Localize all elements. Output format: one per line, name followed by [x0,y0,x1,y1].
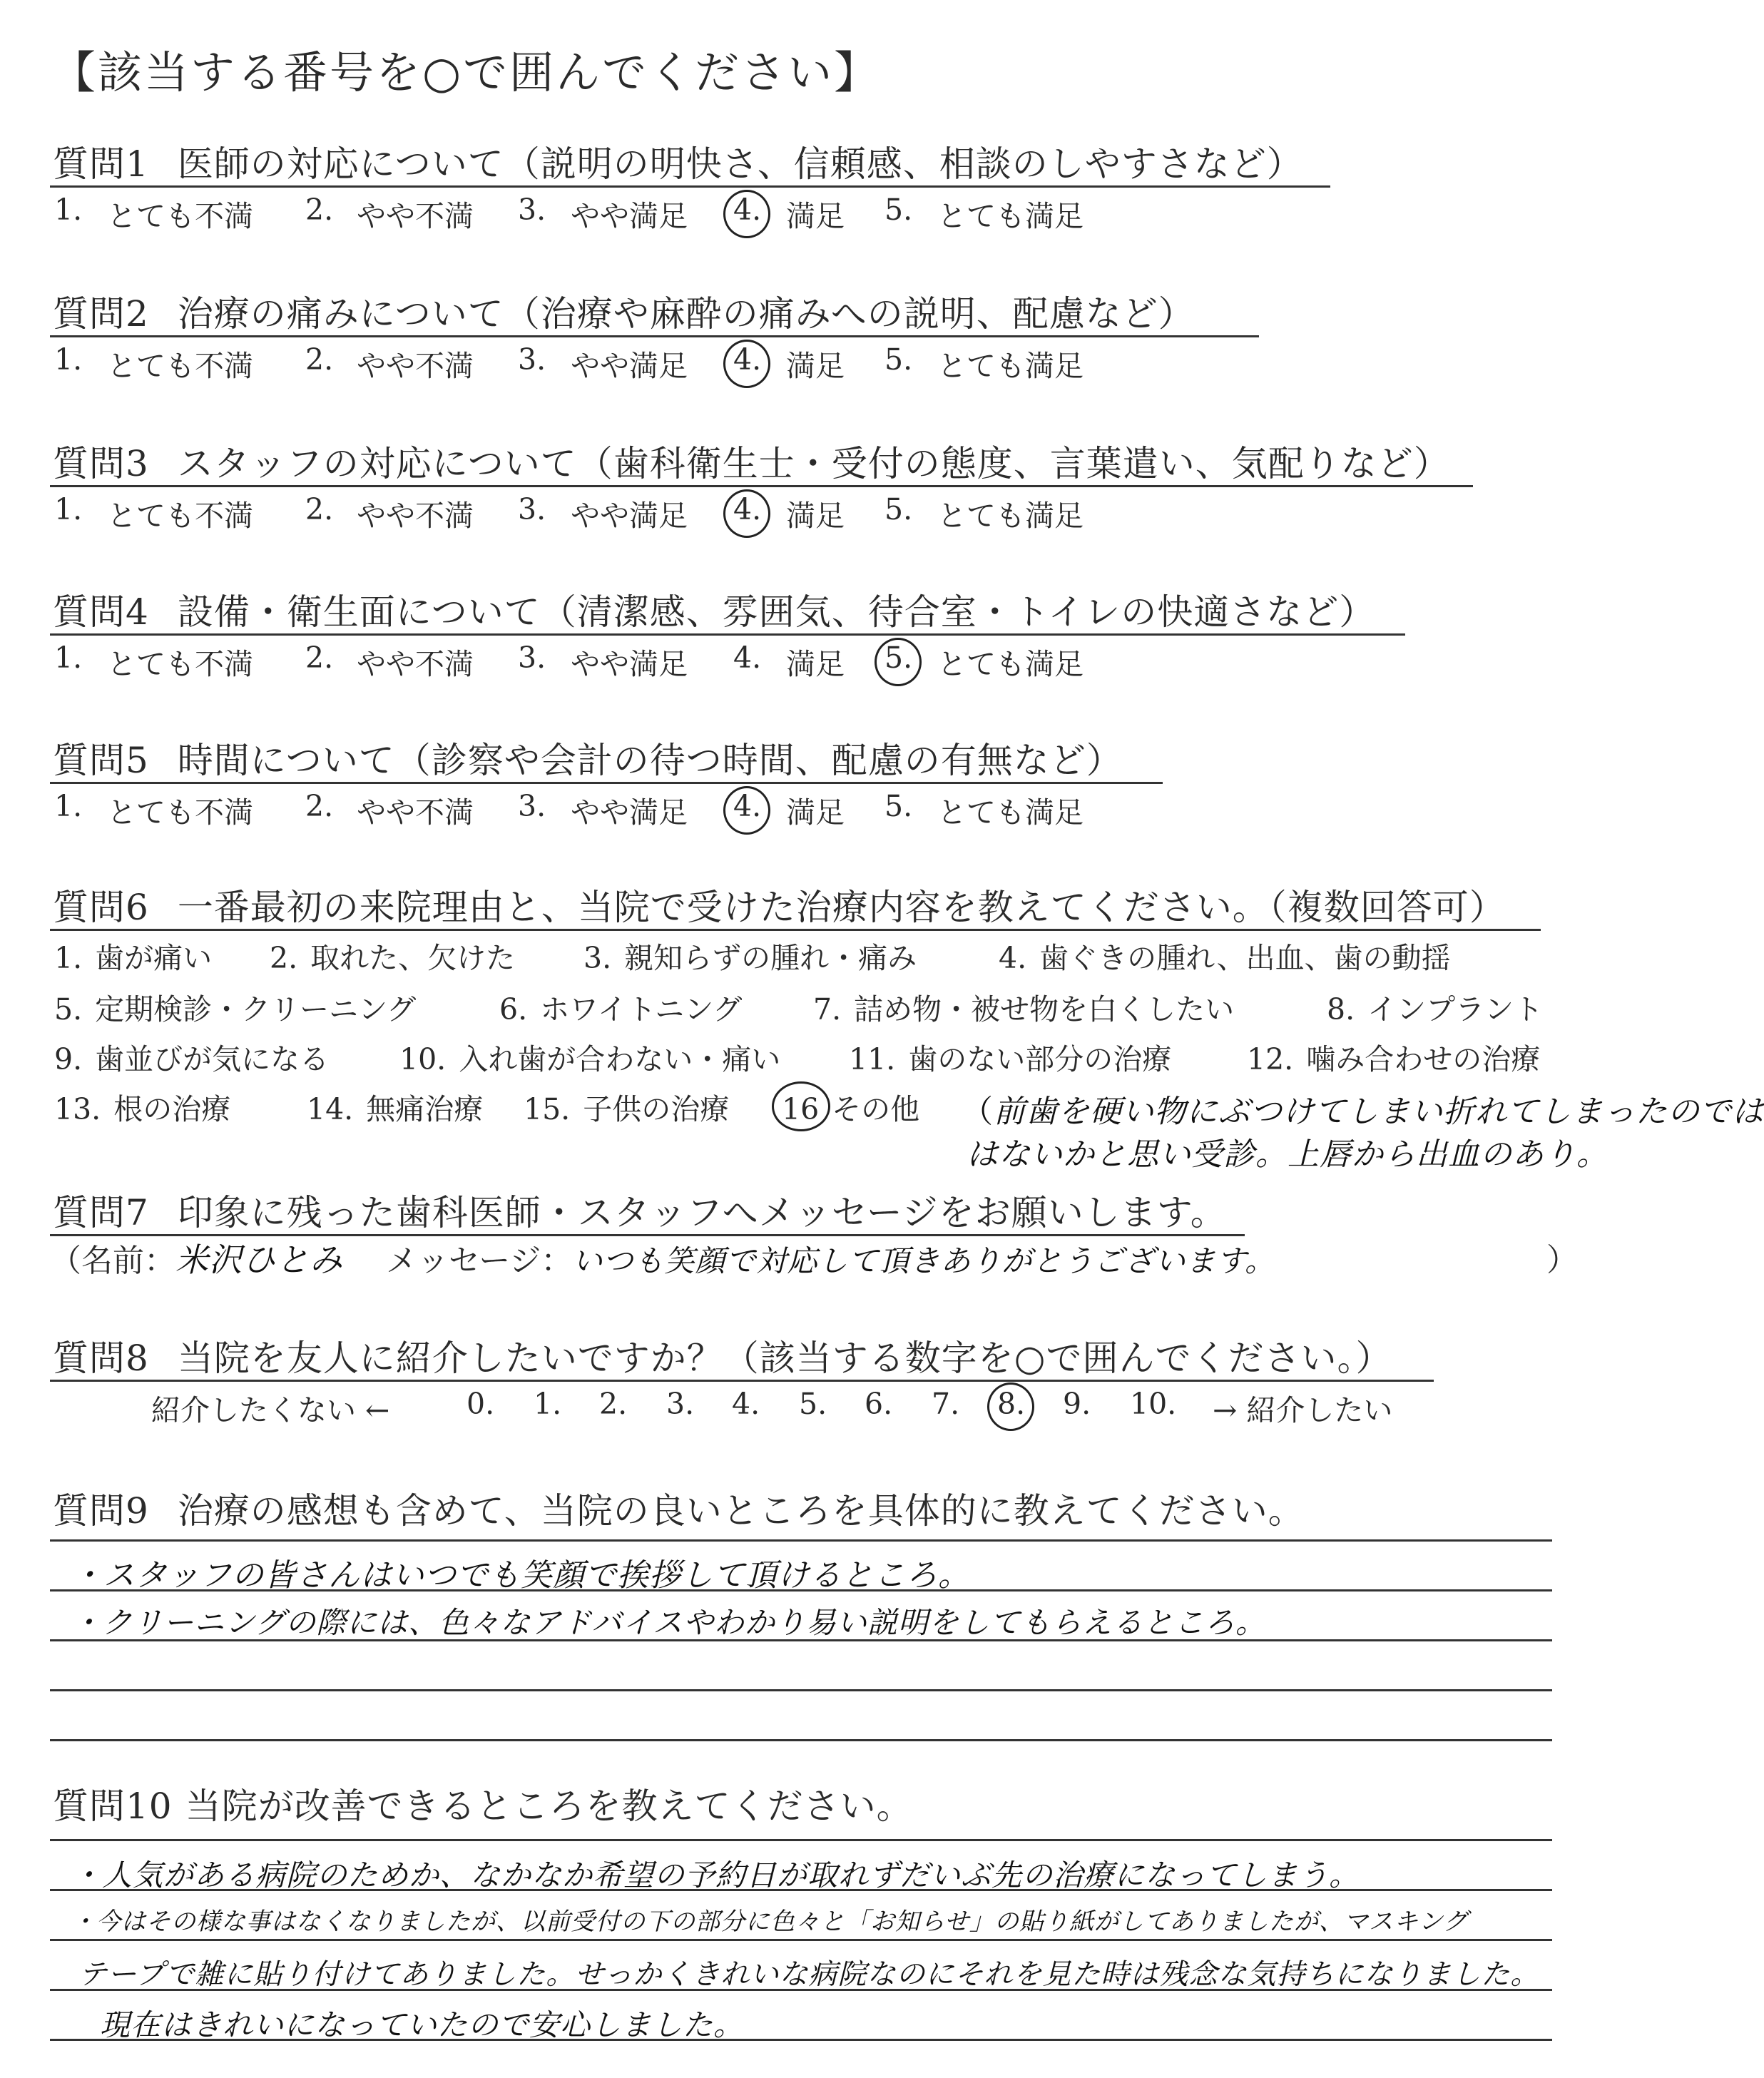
option-label: ホワイトニング [540,992,743,1027]
option-number: 5. [884,193,913,227]
scale-number: 6. [865,1387,893,1421]
question-7-title [53,1184,1227,1236]
q6-other-answer-line-1: （前歯を硬い物にぶつけてしまい折れてしまったのでは [962,1094,1764,1130]
selected-answer-circle [723,340,770,388]
option-label: とても満足 [937,647,1084,681]
option-label: 取れた、欠けた [310,941,516,975]
option-number: 4. [733,492,762,526]
question-number: 質問4 [53,591,149,633]
scale-number: 5. [799,1387,827,1421]
option-label: 満足 [786,349,845,383]
answer-line [50,1539,1552,1542]
option-label: 定期検診・クリーニング [95,992,417,1027]
option-label: 満足 [786,199,845,233]
option-number: 5. [884,492,913,526]
q10-answer-2: ・今はその様な事はなくなりましたが、以前受付の下の部分に色々と「お知らせ」の貼り紙がしてありましたが、マスキング [71,1908,1468,1936]
scale-number: 2. [599,1387,628,1421]
question-5-title [53,732,1123,783]
option-number: 13. [54,1092,101,1126]
option-number: 4. [733,789,762,823]
answer-line [50,1839,1552,1841]
question-3-underline [50,485,1473,487]
option-label: やや不満 [357,795,474,830]
scale-number: 4. [732,1387,760,1421]
answer-line [50,1939,1552,1941]
option-label: 満足 [786,499,845,533]
q6-option [583,934,917,977]
name-value: 米沢ひとみ [175,1241,343,1279]
message-label: メッセージ： [386,1243,573,1279]
q6-option [849,1036,1171,1078]
question-text: 治療の感想も含めて、当院の良いところを具体的に教えてください。 [177,1490,1305,1532]
option-number: 2. [305,193,334,227]
option-label: とても不満 [107,349,253,383]
option-number: 3. [518,641,546,675]
option-label: やや不満 [357,199,474,233]
option-label: インプラント [1367,992,1544,1027]
question-5-underline [50,782,1163,784]
q6-option [54,1036,329,1078]
option-label: やや不満 [357,647,474,681]
question-number: 質問2 [53,293,149,335]
question-text: 治療の痛みについて（治療や麻酔の痛みへの説明、配慮など） [177,293,1195,335]
option-number: 2. [270,941,298,975]
option-number: 3. [518,193,546,227]
q6-option [1247,1036,1540,1078]
question-text: スタッフの対応について（歯科衛生士・受付の態度、言葉遣い、気配りなど） [177,443,1450,484]
option-number: 1. [54,193,83,227]
option-number: 6. [499,992,528,1027]
q6-option [270,934,515,977]
option-number: 4. [733,193,762,227]
option-label: 歯のない部分の治療 [908,1042,1172,1076]
q9-answer-2: ・クリーニングの際には、色々なアドバイスやわかり易い説明をしてもらえるところ。 [71,1605,1266,1640]
selected-answer-circle [723,786,770,835]
question-9-title [53,1482,1305,1534]
question-number: 質問10 [53,1786,173,1827]
question-number: 質問8 [53,1338,149,1379]
answer-line [50,1689,1552,1691]
question-number: 質問7 [53,1192,149,1233]
scale-number: 7. [932,1387,960,1421]
option-number: 3. [518,789,546,823]
form-header: 【該当する番号を○で囲んでください】 [51,46,881,98]
q7-close-paren: ） [1546,1242,1578,1278]
option-label: 子供の治療 [583,1092,730,1126]
scale-number: 10. [1130,1387,1177,1421]
option-label: やや満足 [571,647,688,681]
option-number: 5. [884,342,913,377]
option-number: 5. [884,641,913,675]
option-number: 5. [54,992,83,1027]
selected-answer-circle [723,190,770,238]
question-number: 質問9 [53,1490,149,1532]
scale-right-label: → 紹介したい [1213,1393,1393,1427]
option-label: とても不満 [107,499,253,533]
option-number: 14. [307,1092,354,1126]
q6-option [813,986,1234,1028]
option-label: 親知らずの腫れ・痛み [624,941,917,975]
option-number: 3. [583,941,612,975]
option-label: 詰め物・被せ物を白くしたい [854,992,1235,1027]
question-text: 当院を友人に紹介したいですか？（該当する数字を○で囲んでください。） [177,1338,1392,1379]
q6-option [54,1086,230,1128]
option-label: 入れ歯が合わない・痛い [459,1042,781,1076]
q10-answer-1: ・人気がある病院のためか、なかなか希望の予約日が取れずだいぶ先の治療になってしまう。 [71,1858,1360,1893]
option-number: 1. [54,941,83,975]
question-1-underline [50,185,1330,188]
option-number: 12. [1247,1042,1294,1076]
option-number: 9. [54,1042,83,1076]
q6-option [399,1036,780,1078]
option-label: とても満足 [937,199,1084,233]
option-number: 1. [54,789,83,823]
q6-option [1327,986,1543,1028]
option-number: 4. [999,941,1027,975]
option-number: 1. [54,641,83,675]
question-text: 一番最初の来院理由と、当院で受けた治療内容を教えてください。（複数回答可） [177,887,1506,928]
option-label: とても不満 [107,647,253,681]
q7-message-row [50,1234,1275,1281]
option-number: 16 [782,1092,820,1126]
option-number: 4. [733,641,762,675]
option-label: 歯が痛い [95,941,213,975]
option-label: やや満足 [571,795,688,830]
question-10-title [53,1778,913,1829]
q6-option [307,1086,483,1128]
option-label: とても満足 [937,795,1084,830]
option-label: 根の治療 [113,1092,231,1126]
message-value: いつも笑顔で対応して頂きありがとうございます。 [572,1243,1276,1278]
option-number: 2. [305,789,334,823]
option-number: 10. [399,1042,447,1076]
option-label: 歯ぐきの腫れ、出血、歯の動揺 [1039,941,1451,975]
option-label: とても満足 [937,499,1084,533]
question-number: 質問6 [53,887,149,928]
option-label: 噛み合わせの治療 [1306,1042,1541,1076]
option-number: 8. [1327,992,1355,1027]
option-label: 歯並びが気になる [95,1042,330,1076]
question-text: 印象に残った歯科医師・スタッフへメッセージをお願いします。 [177,1192,1227,1233]
option-number: 2. [305,342,334,377]
option-label: やや不満 [357,499,474,533]
option-label: やや満足 [571,499,688,533]
option-number: 1. [54,492,83,526]
selected-answer-circle [875,638,922,686]
q6-option [999,934,1451,977]
option-number: 3. [518,342,546,377]
question-6-title [53,879,1506,930]
scale-number: 0. [467,1387,495,1421]
name-label: （名前： [50,1243,175,1279]
option-label: とても満足 [937,349,1084,383]
q6-option [54,934,212,977]
selected-answer-circle [987,1382,1034,1431]
option-label: やや満足 [571,199,688,233]
scale-number: 9. [1063,1387,1091,1421]
question-1-title [53,136,1303,187]
scale-number: 8. [997,1387,1026,1421]
option-label: 満足 [786,795,845,830]
option-number: 15. [524,1092,571,1126]
scale-number: 3. [666,1387,695,1421]
option-number: 3. [518,492,546,526]
option-label: その他 [832,1092,920,1126]
option-number: 7. [813,992,842,1027]
question-4-underline [50,633,1405,636]
option-label: 無痛治療 [366,1092,484,1126]
option-number: 1. [54,342,83,377]
question-2-underline [50,335,1259,337]
question-text: 医師の対応について（説明の明快さ、信頼感、相談のしやすさなど） [177,143,1303,185]
option-number: 11. [849,1042,896,1076]
question-6-underline [50,929,1541,931]
question-8-title [53,1330,1392,1381]
q6-other-answer-line-2: はないかと思い受診。上唇から出血のあり。 [967,1136,1608,1173]
answer-line [50,1739,1552,1741]
option-label: とても不満 [107,199,253,233]
option-number: 4. [733,342,762,377]
question-text: 当院が改善できるところを教えてください。 [185,1786,913,1827]
option-number: 2. [305,492,334,526]
q6-option [499,986,742,1028]
option-label: とても不満 [107,795,253,830]
selected-answer-circle [772,1081,830,1131]
option-label: やや満足 [571,349,688,383]
selected-answer-circle [723,489,770,538]
option-label: やや不満 [357,349,474,383]
q6-option [524,1086,729,1128]
scale-number: 1. [534,1387,562,1421]
option-number: 5. [884,789,913,823]
question-text: 時間について（診察や会計の待つ時間、配慮の有無など） [177,740,1123,781]
question-number: 質問5 [53,740,149,781]
option-number: 2. [305,641,334,675]
option-label: 満足 [786,647,845,681]
q6-option [54,986,416,1028]
question-text: 設備・衛生面について（清潔感、雰囲気、待合室・トイレの快適さなど） [177,591,1376,633]
question-3-title [53,435,1450,487]
q10-answer-3: テープで雑に貼り付けてありました。せっかくきれいな病院なのにそれを見た時は残念な気持ちになりました。 [78,1958,1540,1991]
question-4-title [53,584,1375,635]
q10-answer-4: 現在はきれいになっていたので安心しました。 [100,2007,745,2042]
question-2-title [53,285,1195,337]
q9-answer-1: ・スタッフの皆さんはいつでも笑顔で挨拶して頂けるところ。 [71,1557,970,1594]
question-8-underline [50,1380,1434,1382]
question-number: 質問3 [53,443,149,484]
scale-left-label: 紹介したくない ← [151,1393,390,1427]
question-number: 質問1 [53,143,149,185]
